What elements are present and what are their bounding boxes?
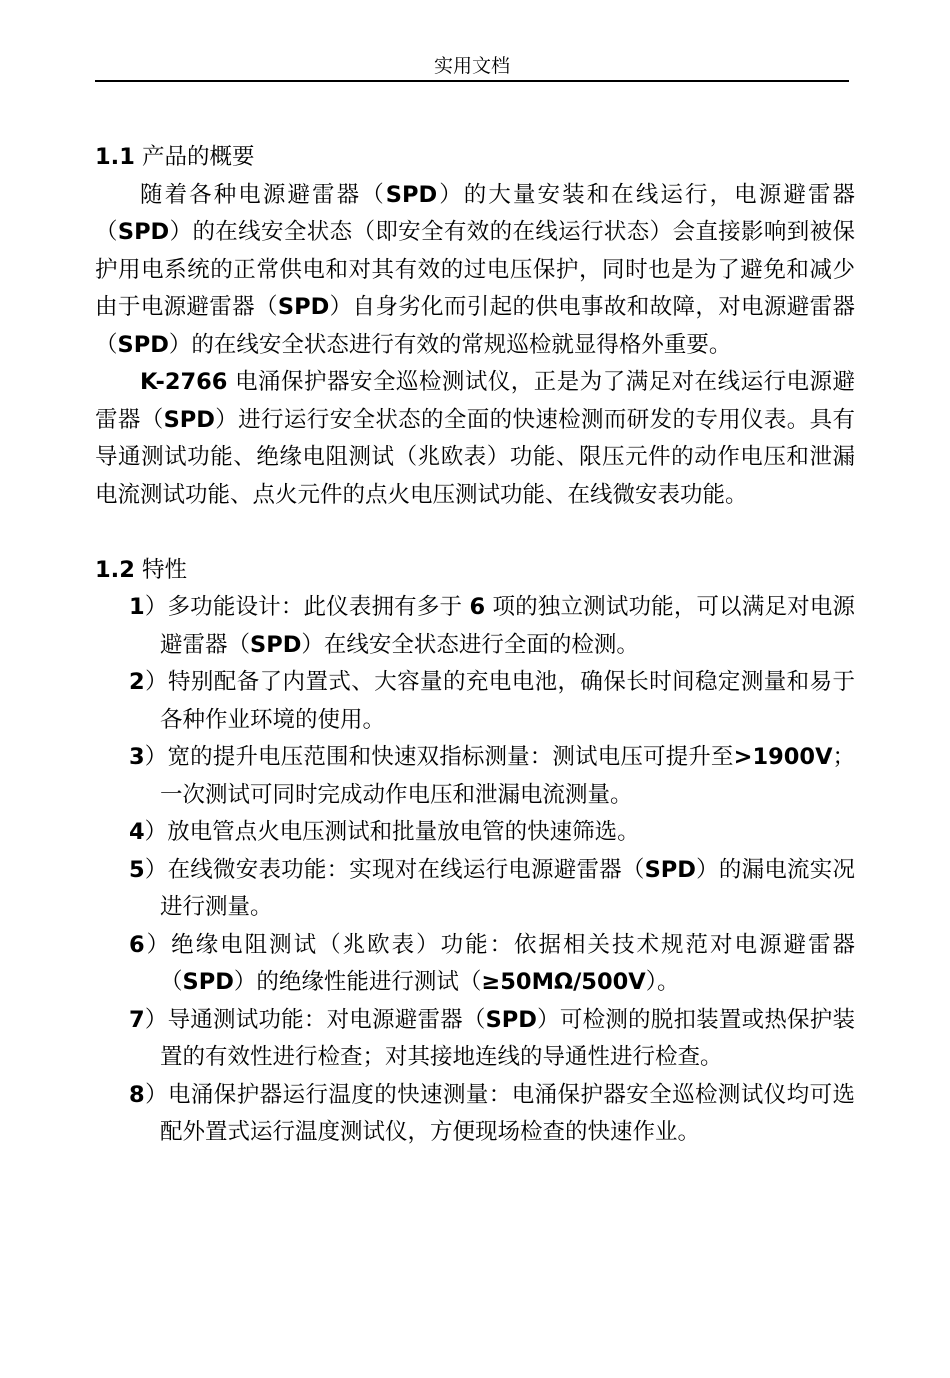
feature-item xyxy=(95,664,855,739)
feature-item xyxy=(95,927,855,1002)
feature-list xyxy=(95,589,855,1152)
feature-item xyxy=(95,1077,855,1152)
bold-text: SPD xyxy=(385,181,438,208)
bold-text: 4 xyxy=(129,819,145,845)
bold-text: K-2766 xyxy=(140,369,228,395)
bold-text: >1900V xyxy=(733,744,833,770)
bold-text: SPD xyxy=(163,406,215,433)
text-run: ）的大量安装和在线运行，电源避雷器（ xyxy=(95,181,855,245)
text-run: ；一次测试可同时完成动作电压和泄漏电流测量。 xyxy=(160,744,855,808)
feature-item xyxy=(95,1002,855,1077)
bold-text: SPD xyxy=(250,631,302,658)
bold-text: 5 xyxy=(129,856,145,883)
text-run: ）宽的提升电压范围和快速双指标测量：测试电压可提升至 xyxy=(144,744,734,770)
paragraph-product xyxy=(95,364,855,514)
spacer xyxy=(95,514,855,552)
bold-text: 6 xyxy=(469,594,486,620)
text-run: ）的绝缘性能进行测试（ xyxy=(233,969,482,995)
text-run: ）的在线安全状态（即安全有效的在线运行状态）会直接影响到被保护用电系统的正常供电和对其有效的过电压保护，同时也是为了避免和减少由于电源避雷器（ xyxy=(95,219,855,320)
text-run: ）可检测的脱扣装置或热保护装置的有效性进行检查；对其接地连线的导通性进行检查。 xyxy=(160,1006,855,1070)
section-title: 产品的概要 xyxy=(142,144,255,170)
bold-text: 8 xyxy=(129,1081,145,1108)
text-run: ）多功能设计：此仪表拥有多于 xyxy=(144,594,470,620)
bold-text: SPD xyxy=(117,331,169,358)
text-run: ）绝缘电阻测试（兆欧表）功能：依据相关技术规范对电源避雷器（ xyxy=(144,931,855,995)
document-body xyxy=(95,139,855,1152)
text-run: ）进行运行安全状态的全面的快速检测而研发的专用仪表。具有导通测试功能、绝缘电阻测试（兆欧表）功能、限压元件的动作电压和泄漏电流测试功能、点火元件的点火电压测试功能、在线微安表功能。 xyxy=(95,406,855,508)
page-header xyxy=(95,52,849,82)
text-run: ）在线微安表功能：实现对在线运行电源避雷器（ xyxy=(144,856,645,883)
bold-text: 7 xyxy=(129,1006,145,1033)
section-number: 1.1 xyxy=(95,144,135,170)
bold-text: SPD xyxy=(182,969,234,995)
text-run: ）在线安全状态进行全面的检测。 xyxy=(301,631,639,658)
bold-text: 2 xyxy=(129,669,145,695)
text-run: ）。 xyxy=(645,969,680,995)
feature-item xyxy=(95,814,855,852)
feature-item xyxy=(95,852,855,927)
bold-text: 3 xyxy=(129,744,145,770)
bold-text: SPD xyxy=(644,856,696,883)
feature-item xyxy=(95,739,855,814)
text-run: ）自身劣化而引起的供电事故和故障，对电源避雷器（ xyxy=(95,294,855,358)
bold-text: SPD xyxy=(117,219,170,245)
text-run: ）放电管点火电压测试和批量放电管的快速筛选。 xyxy=(144,819,640,845)
text-run: ）电涌保护器运行温度的快速测量：电涌保护器安全巡检测试仪均可选配外置式运行温度测试仪，方便现场检查的快速作业。 xyxy=(144,1081,855,1145)
bold-text: SPD xyxy=(485,1006,537,1033)
bold-text: SPD xyxy=(277,294,330,320)
text-run: ）导通测试功能：对电源避雷器（ xyxy=(144,1006,486,1033)
text-run: ）特别配备了内置式、大容量的充电电池，确保长时间稳定测量和易于各种作业环境的使用。 xyxy=(144,669,855,733)
paragraph-intro xyxy=(95,177,855,365)
section-heading-features xyxy=(95,552,855,590)
text-run: ）的漏电流实况进行测量。 xyxy=(160,856,855,920)
header-title: 实用文档 xyxy=(433,55,510,77)
bold-text: 6 xyxy=(129,931,145,958)
section-title: 特性 xyxy=(142,556,188,583)
text-run: 随着各种电源避雷器（ xyxy=(140,181,386,208)
section-number: 1.2 xyxy=(95,556,135,583)
feature-item xyxy=(95,589,855,664)
bold-text: ≥50MΩ/500V xyxy=(481,969,646,995)
text-run: ）的在线安全状态进行有效的常规巡检就显得格外重要。 xyxy=(168,331,732,358)
text-run: 电涌保护器安全巡检测试仪，正是为了满足对在线运行电源避雷器（ xyxy=(95,369,855,433)
section-heading-overview xyxy=(95,139,855,177)
text-run: 项的独立测试功能，可以满足对电源避雷器（ xyxy=(160,594,855,658)
bold-text: 1 xyxy=(129,594,145,620)
